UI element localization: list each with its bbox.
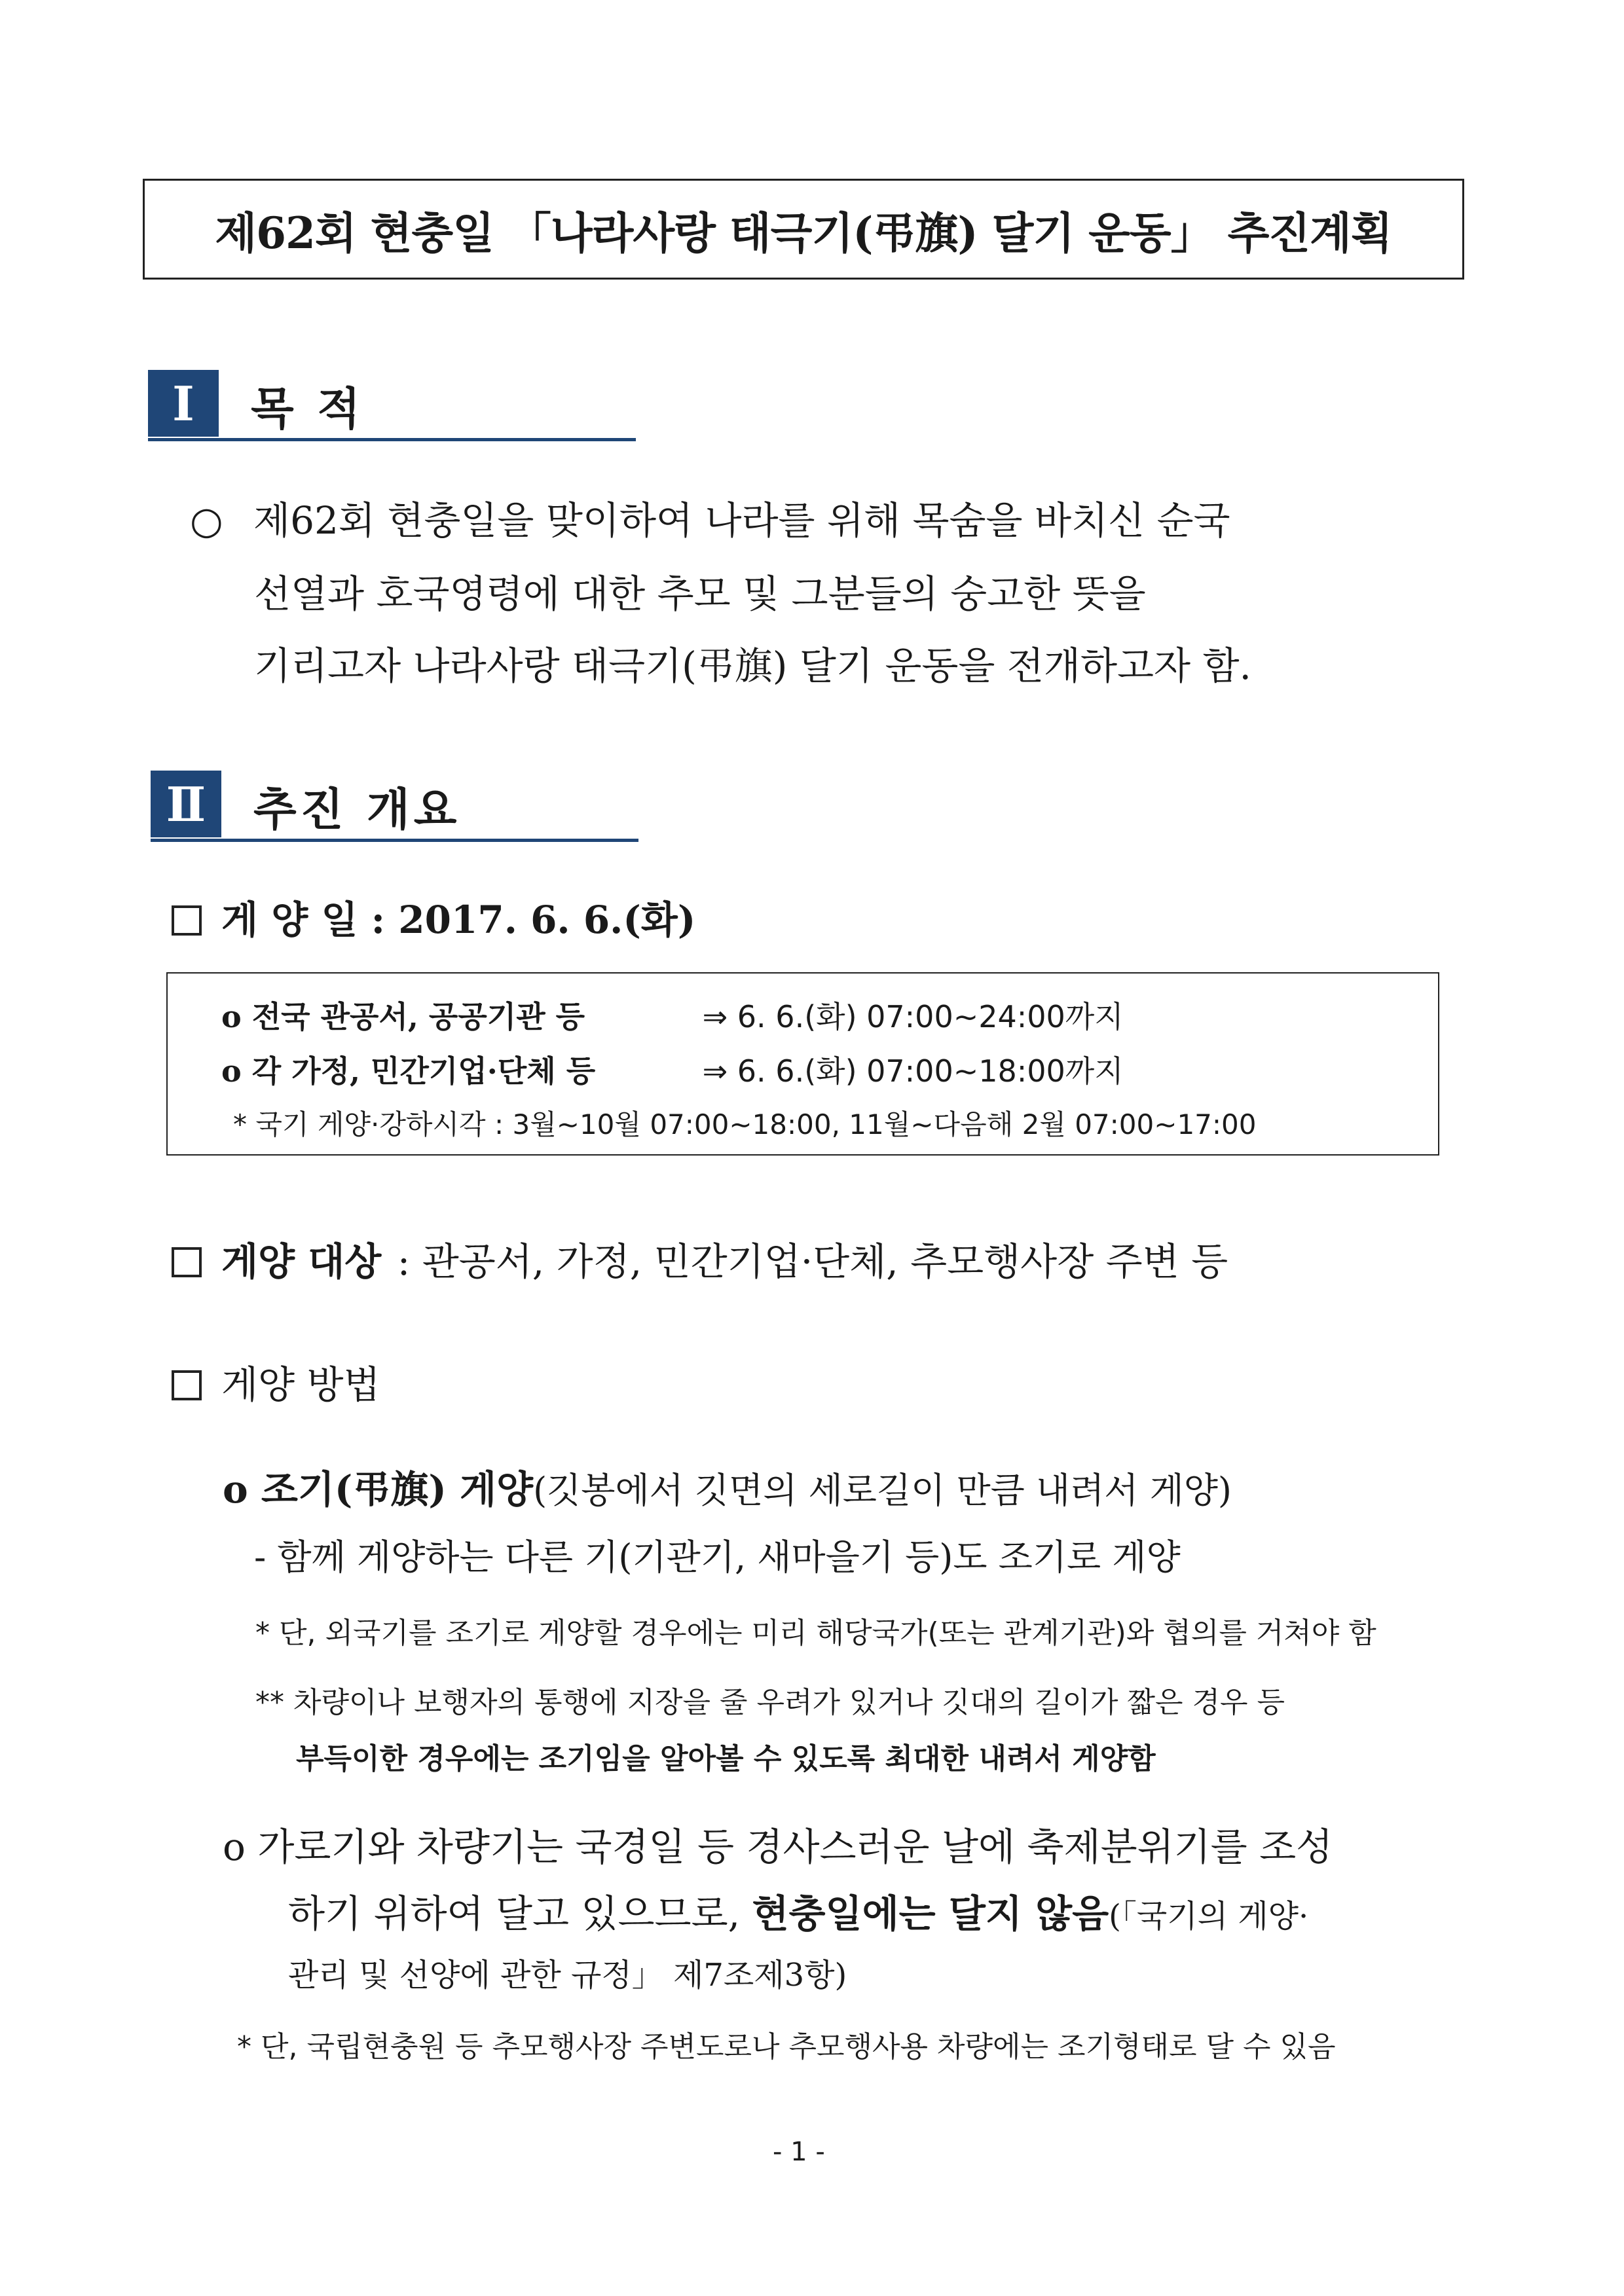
- method-item-1: o 조기(弔旗) 게양(깃봉에서 깃면의 세로길이 만큼 내려서 게양): [223, 1467, 1232, 1512]
- method-note-2: ** 차량이나 보행자의 통행에 지장을 줄 우려가 있거나 깃대의 길이가 짧은 경우 등: [255, 1686, 1285, 1719]
- section-underline: [151, 839, 638, 842]
- section-title: 목 적: [251, 384, 365, 435]
- page-number: - 1 -: [773, 2137, 825, 2167]
- checkbox-square-icon: [172, 1370, 202, 1400]
- raise-target: 게양 대상 : 관공서, 가정, 민간기업·단체, 추모행사장 주변 등: [172, 1231, 1228, 1286]
- method-note-3: * 단, 국립현충원 등 추모행사장 주변도로나 추모행사용 차량에는 조기형태로 달 수 있음: [237, 2030, 1336, 2064]
- method-note-1: * 단, 외국기를 조기로 게양할 경우에는 미리 해당국가(또는 관계기관)와 협의를 거쳐야 함: [255, 1616, 1376, 1650]
- schedule-box: [166, 972, 1439, 1156]
- method-note-2-cont: 부득이한 경우에는 조기임을 알아볼 수 있도록 최대한 내려서 게양함: [296, 1742, 1156, 1776]
- purpose-line-1: ○ 제62회 현충일을 맞이하여 나라를 위해 목숨을 바치신 순국: [190, 498, 1230, 543]
- raise-method: 게양 방법: [172, 1354, 380, 1409]
- raise-date: 게 양 일 : 2017. 6. 6.(화): [172, 889, 695, 944]
- section-number: Ⅱ: [151, 771, 221, 837]
- section-underline: [148, 438, 636, 441]
- document-title: [143, 179, 1464, 280]
- method-item-2-line-3: 관리 및 선양에 관한 규정」 제7조제3항): [288, 1957, 847, 1994]
- schedule-row-2: o 각 가정, 민간기업·단체 등 ⇒ 6. 6.(화) 07:00∼18:00까지: [221, 1053, 1124, 1089]
- section-heading-purpose: [148, 370, 636, 437]
- section-title: 추진 개요: [253, 784, 461, 836]
- section-number: Ⅰ: [148, 370, 219, 437]
- bullet: ○: [190, 498, 223, 543]
- method-item-1-sub: - 함께 게양하는 다른 기(기관기, 새마을기 등)도 조기로 게양: [254, 1537, 1181, 1578]
- method-item-2-line-1: o 가로기와 차량기는 국경일 등 경사스러운 날에 축제분위기를 조성: [223, 1825, 1333, 1869]
- purpose-line-3: 기리고자 나라사랑 태극기(弔旗) 달기 운동을 전개하고자 함.: [254, 644, 1251, 688]
- checkbox-square-icon: [172, 905, 202, 936]
- checkbox-square-icon: [172, 1247, 202, 1277]
- schedule-row-1: o 전국 관공서, 공공기관 등 ⇒ 6. 6.(화) 07:00∼24:00까지: [221, 999, 1124, 1034]
- section-heading-overview: [151, 771, 638, 837]
- purpose-line-2: 선열과 호국영령에 대한 추모 및 그분들의 숭고한 뜻을: [254, 572, 1146, 616]
- title-text: 제62회 현충일 「나라사랑 태극기(弔旗) 달기 운동」 추진계획: [215, 207, 1392, 259]
- schedule-note: * 국기 게양·강하시각 : 3월∼10월 07:00∼18:00, 11월∼다음해 2월 07:00∼17:00: [233, 1108, 1257, 1140]
- method-item-2-line-2: 하기 위하여 달고 있으므로, 현충일에는 달지 않음(「국기의 게양·: [288, 1891, 1309, 1936]
